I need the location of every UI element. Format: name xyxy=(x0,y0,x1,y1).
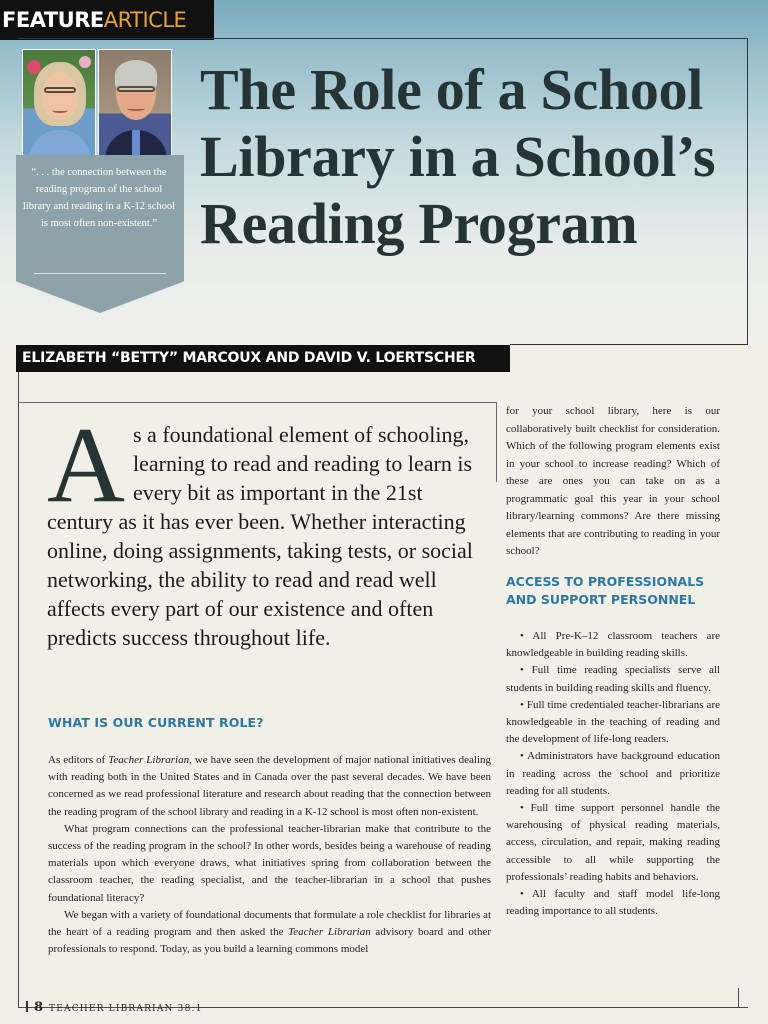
checklist-item: • All faculty and staff model life-long reading importance to all students. xyxy=(506,888,720,918)
section-heading-access: ACCESS TO PROFESSIONALS AND SUPPORT PERSONNEL xyxy=(506,574,705,607)
smile-shape xyxy=(52,108,68,113)
publication-name: TEACHER LIBRARIAN 38:1 xyxy=(49,1004,203,1014)
page-footer xyxy=(26,1000,203,1015)
right-column-intro: for your school library, here is our collaboratively built checklist for consideration. Which of the following program elements exist in your school to increase reading? Which of these are ones you can take on as a programmatic goal this year in your school library/learning commons? Are there missing elements that are contributing to reading in your school? xyxy=(506,405,720,557)
section-tag xyxy=(0,0,214,40)
flower-icon xyxy=(79,56,91,68)
checklist-item: • Full time credentialed teacher-librarians are knowledgeable in the teaching of reading and the development of life-long readers. xyxy=(506,698,720,746)
drop-cap: A xyxy=(47,406,125,525)
section-tag-bold: FEATURE xyxy=(2,8,104,32)
section-heading-current-role: WHAT IS OUR CURRENT ROLE? xyxy=(48,715,264,730)
byline-rule xyxy=(510,344,748,345)
checklist-item: • Full time support personnel handle the warehousing of physical reading materials, access, circulation, and repair, making reading accessible to all while supporting the professionals’ reading habits and behaviors. xyxy=(506,802,720,883)
checklist-item: • All Pre-K–12 classroom teachers are knowledgeable in building reading skills. xyxy=(506,630,720,660)
frame-rule-right xyxy=(747,38,748,344)
author-photo-marcoux xyxy=(22,49,96,156)
smile-shape xyxy=(127,106,145,111)
text-run: We began with a variety of foundational documents that formulate a role checklist for libraries at the heart of a reading program and then asked the xyxy=(48,908,491,939)
body-paragraph xyxy=(48,752,491,821)
pull-quote-rule xyxy=(34,273,166,274)
text-run: As editors of xyxy=(48,754,109,766)
text-run: advisory board and other professionals to respond. Today, as you build a learning commons model xyxy=(48,926,491,956)
frame-rule-top xyxy=(18,38,748,39)
body-paragraph xyxy=(48,907,491,959)
byline: ELIZABETH “BETTY” MARCOUX AND DAVID V. LOERTSCHER xyxy=(16,345,510,372)
text-run: , we have seen the development of major national initiatives dealing with reading both in the United States and in Canada over the past several decades. We have been concerned as we read professional literature and research about reading that the connection between the reading program of the school library and reading in a K-12 school is most often non-existent. xyxy=(48,754,492,818)
frame-rule-corner xyxy=(738,988,739,1008)
column-rule xyxy=(496,402,497,482)
magazine-name: Teacher Librarian xyxy=(108,754,190,766)
glasses-shape xyxy=(44,87,76,93)
checklist-item: • Full time reading specialists serve all students in building reading skills and fluency. xyxy=(506,664,720,694)
frame-rule-left xyxy=(18,372,19,1008)
body-column-left xyxy=(48,752,491,958)
author-photo-loertscher xyxy=(98,49,172,156)
footer-bar xyxy=(26,1001,28,1012)
tie-shape xyxy=(132,130,140,156)
shirt-shape xyxy=(29,130,91,156)
section-tag-light: ARTICLE xyxy=(103,8,187,32)
magazine-name: Teacher Librarian xyxy=(288,926,371,939)
page-number: 8 xyxy=(34,1000,44,1015)
body-paragraph: What program connections can the professional teacher-librarian make that contribute to the success of the reading program in the school? In other words, besides being a warehouse of reading materials upon which everyone draws, what initiatives spring from collaboration between the classroom teacher, the reading specialist, and the teacher-librarian in a school that pushes foundational literacy? xyxy=(48,822,491,904)
lead-text: s a foundational element of schooling, learning to read and reading to learn is every bit as important in the 21st century as it has ever been. Whether interacting online, doing assignments, taking tests, or social networking, the ability to read and read well affects every part of our existence and often predicts success throughout life. xyxy=(47,422,473,650)
lead-paragraph xyxy=(47,406,477,652)
glasses-shape xyxy=(117,86,155,92)
lead-rule-top xyxy=(18,402,496,403)
checklist-item: • Administrators have background education in reading across the school and prioritize reading for all students. xyxy=(506,750,720,797)
checklist xyxy=(506,628,720,920)
article-title: The Role of a School Library in a School’s Reading Program xyxy=(200,57,716,256)
pull-quote: “. . . the connection between the reading program of the school library and reading in a K-12 school is most often non-existent.” xyxy=(22,167,176,229)
